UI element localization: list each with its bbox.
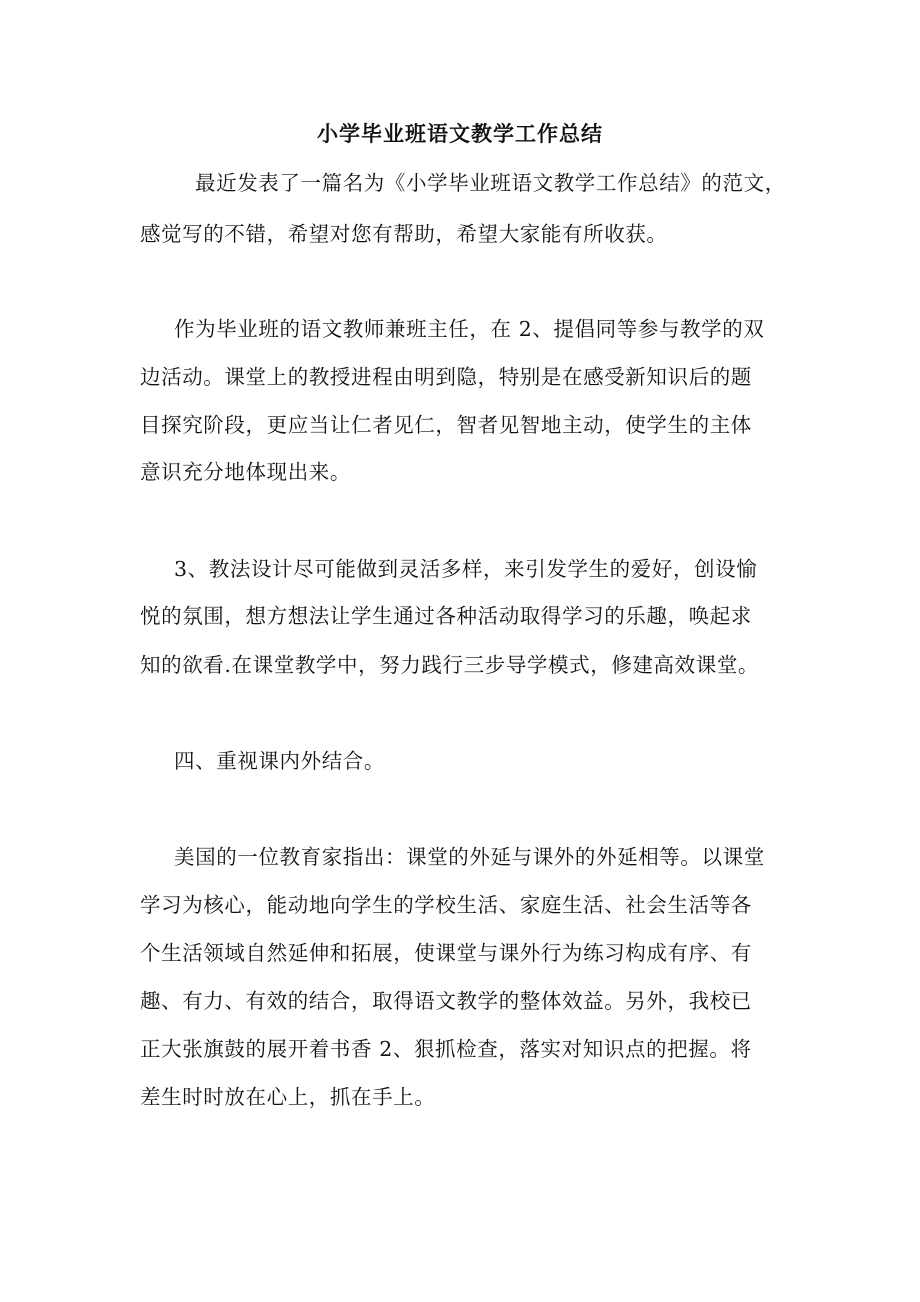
p1-line-2: 边活动。课堂上的教授进程由明到隐，特别是在感受新知识后的题: [140, 365, 752, 389]
p4-line-6: 差生时时放在心上，抓在手上。: [140, 1085, 436, 1109]
p4-line-4: 趣、有力、有效的结合，取得语文教学的整体效益。另外，我校已: [140, 989, 752, 1013]
p2-line-1: 3、教法设计尽可能做到灵活多样，来引发学生的爱好，创设愉: [174, 557, 758, 581]
p1-line-4: 意识充分地体现出来。: [140, 460, 351, 484]
p2-line-3: 知的欲看.在课堂教学中，努力践行三步导学模式，修建高效课堂。: [140, 653, 760, 677]
intro-line-2: 感觉写的不错，希望对您有帮助，希望大家能有所收获。: [140, 222, 668, 246]
document-title: 小学毕业班语文教学工作总结: [317, 121, 603, 146]
p2-line-2: 悦的氛围，想方想法让学生通过各种活动取得学习的乐趣，唤起求: [140, 604, 752, 628]
p4-line-1: 美国的一位教育家指出：课堂的外延与课外的外延相等。以课堂: [174, 845, 765, 869]
p4-line-2: 学习为核心，能动地向学生的学校生活、家庭生活、社会生活等各: [140, 893, 752, 917]
p1-line-1: 作为毕业班的语文教师兼班主任，在 2、提倡同等参与教学的双: [174, 317, 765, 341]
p3-line-1: 四、重视课内外结合。: [174, 749, 385, 773]
intro-line-1: 最近发表了一篇名为《小学毕业班语文教学工作总结》的范文，: [195, 171, 786, 195]
p4-line-3: 个生活领域自然延伸和拓展，使课堂与课外行为练习构成有序、有: [140, 941, 752, 965]
p4-line-5: 正大张旗鼓的展开着书香 2、狠抓检查，落实对知识点的把握。将: [140, 1037, 752, 1061]
p1-line-3: 目探究阶段，更应当让仁者见仁，智者见智地主动，使学生的主体: [140, 413, 752, 437]
